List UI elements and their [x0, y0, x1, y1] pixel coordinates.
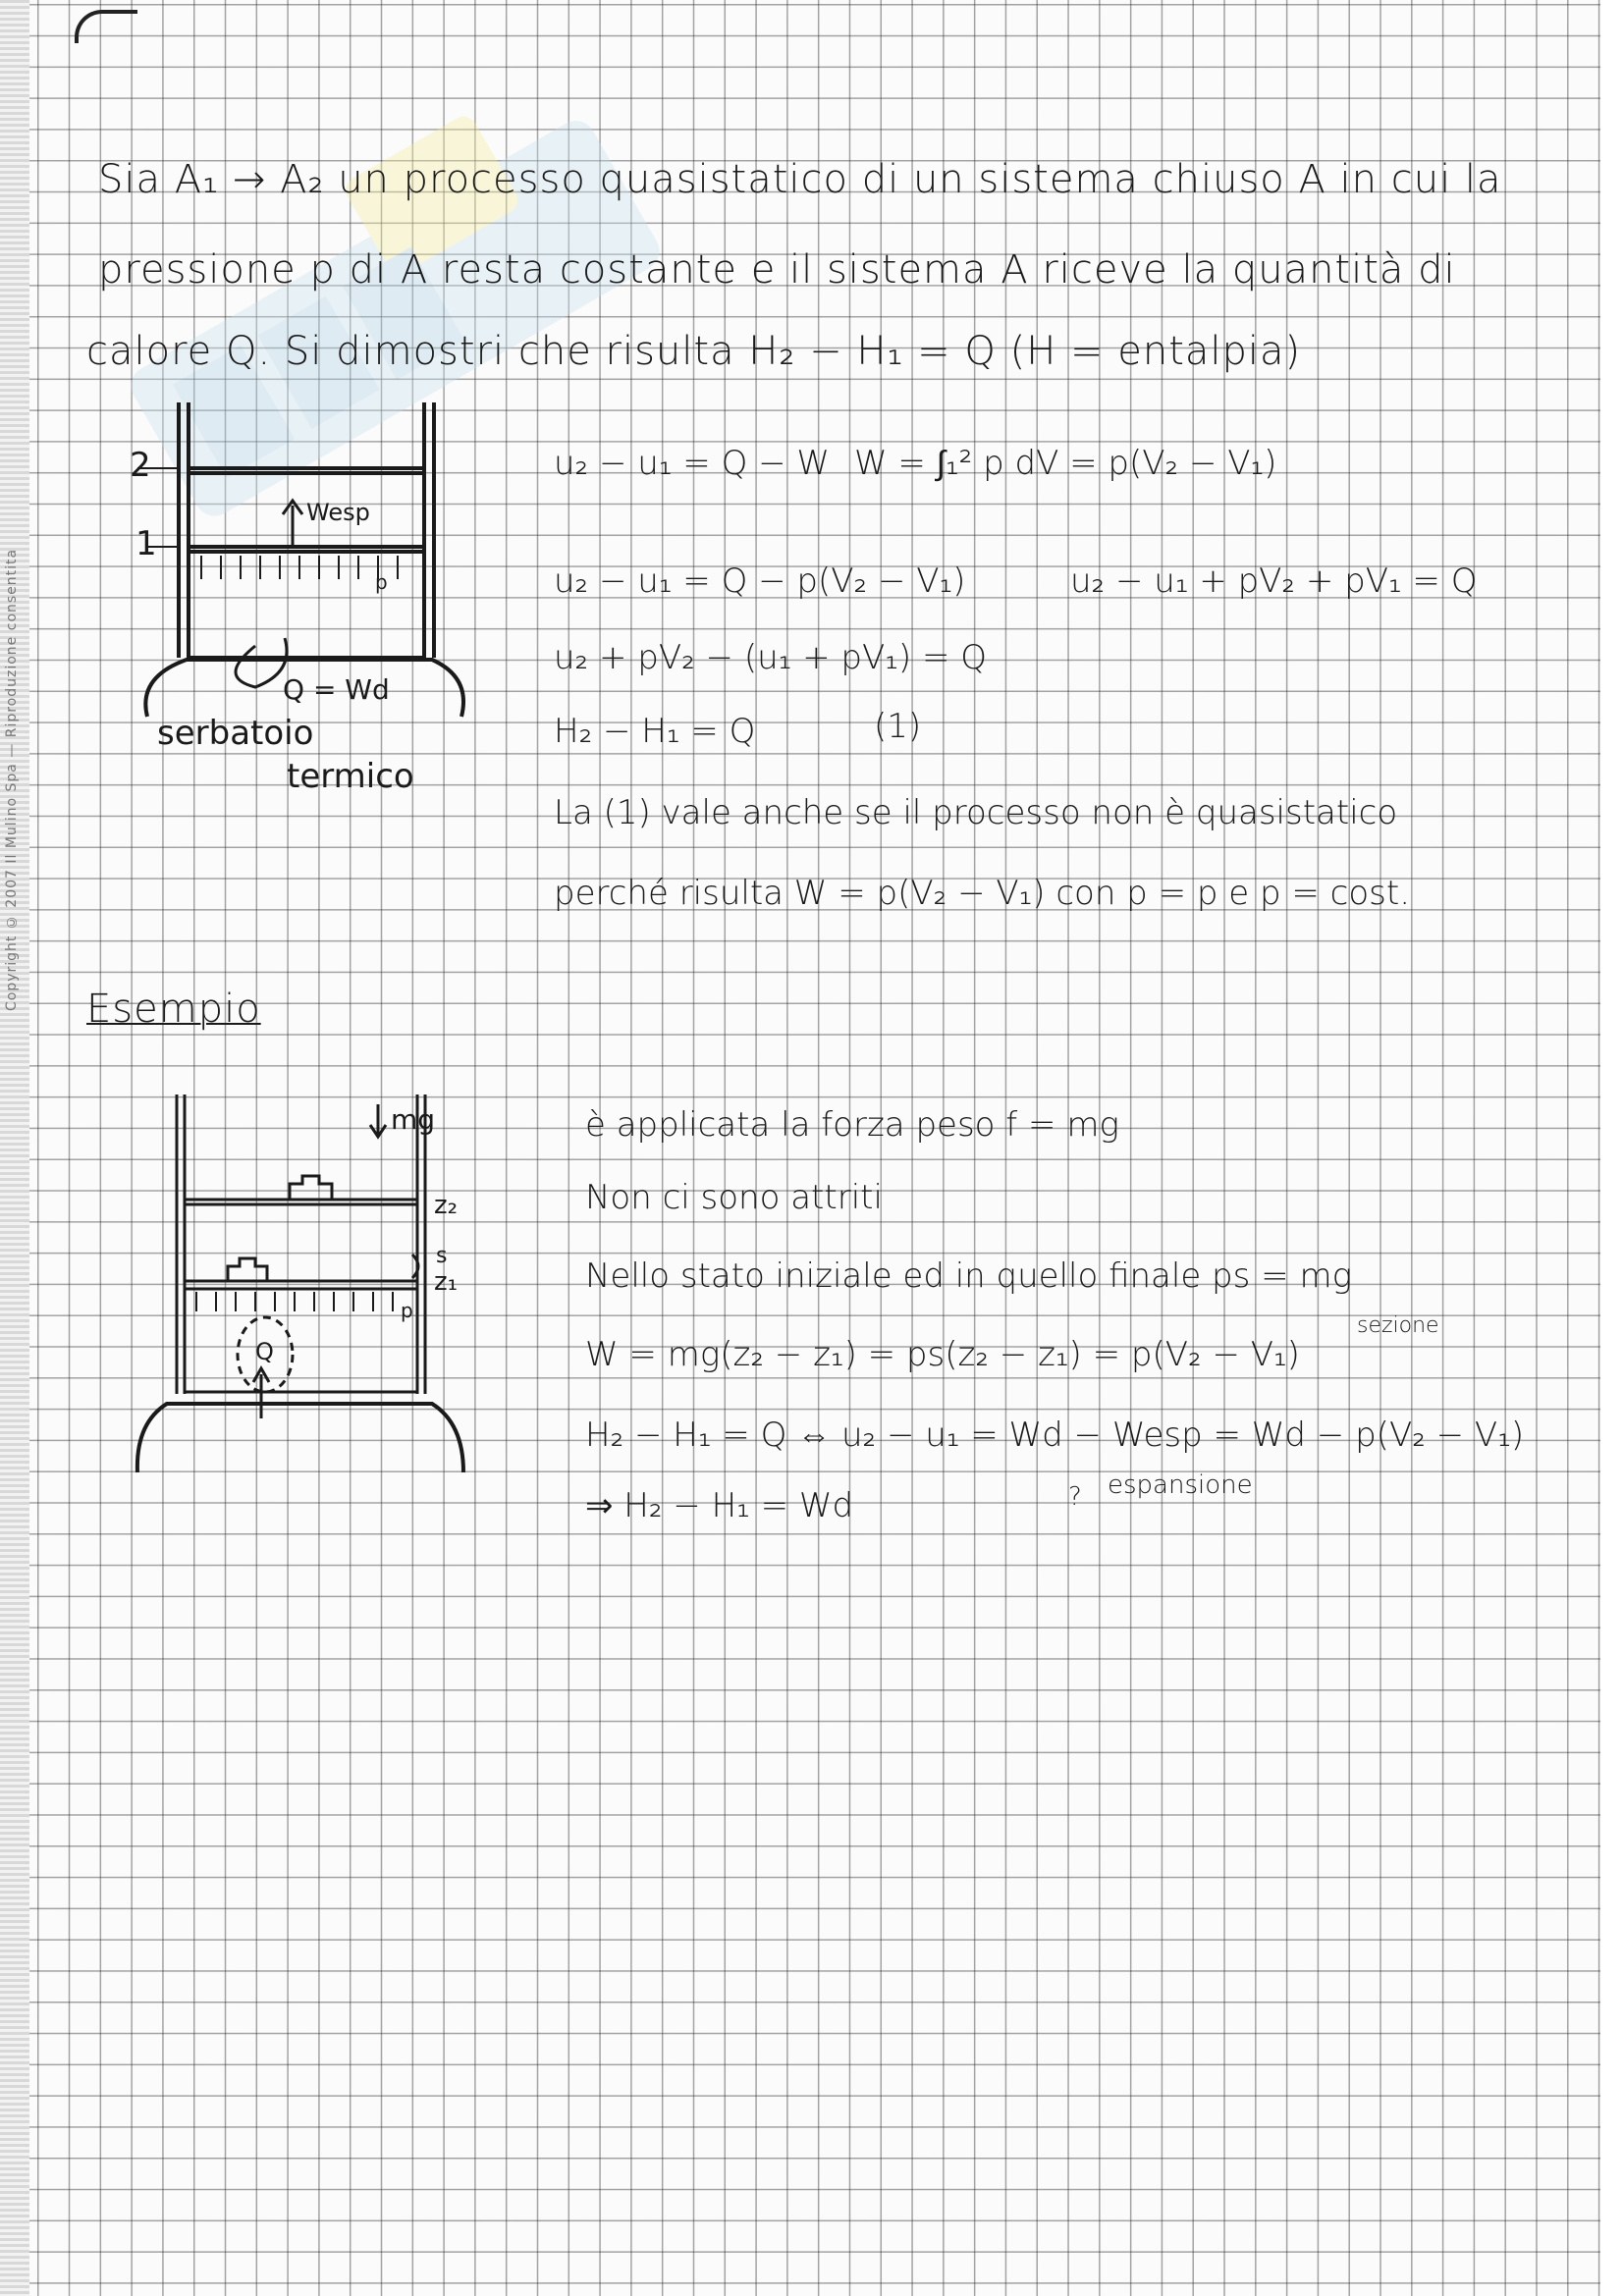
- example-line-3: Nello stato iniziale ed in quello finale ps = mg: [585, 1256, 1352, 1296]
- diagram2-s-label: s: [436, 1244, 448, 1268]
- note-line-2: perché risulta W = p(V₂ − V₁) con p = p e p = cost.: [554, 874, 1411, 913]
- diagram2-z1-label: z₁: [434, 1267, 459, 1297]
- diagram1-p-label: p: [375, 570, 388, 594]
- problem-line-1: Sia A₁ → A₂ un processo quasistatico di un sistema chiuso A in cui la: [98, 157, 1502, 202]
- example-line-5-note: espansione: [1108, 1470, 1253, 1500]
- eq-work-integral: W = ∫₁² p dV = p(V₂ − V₁): [854, 444, 1277, 483]
- corner-mark: [75, 10, 137, 43]
- example-line-4: W = mg(z₂ − z₁) = ps(z₂ − z₁) = p(V₂ − V₁): [585, 1335, 1300, 1374]
- note-line-1: La (1) vale anche se il processo non è quasistatico: [554, 793, 1398, 832]
- diagram2-p-label: p: [401, 1299, 413, 1322]
- diagram2-z2-label: z₂: [434, 1191, 459, 1220]
- example-line-5: H₂ − H₁ = Q ⇔ u₂ − u₁ = Wd − Wesp = Wd − p(V₂ − V₁): [585, 1415, 1525, 1455]
- diagram2-q-label: Q: [255, 1338, 274, 1365]
- eq-tag: (1): [874, 707, 922, 746]
- example-line-3-note: sezione: [1357, 1313, 1439, 1338]
- diagram1-q-label: Q = Wd: [283, 673, 390, 706]
- piston-diagram-2: [118, 1090, 550, 1502]
- eq-grouped: u₂ + pV₂ − (u₁ + pV₁) = Q: [554, 638, 988, 677]
- problem-line-2: pressione p di A resta costante e il sistema A riceve la quantità di: [98, 247, 1456, 293]
- diagram1-label-2: 2: [130, 446, 151, 485]
- diagram1-reservoir-line1: serbatoio: [157, 714, 314, 753]
- example-line-2: Non ci sono attriti: [585, 1178, 883, 1217]
- diagram1-label-1: 1: [135, 524, 157, 563]
- example-line-1: è applicata la forza peso f = mg: [585, 1105, 1119, 1145]
- diagram1-w-label: Wesp: [306, 499, 370, 526]
- copyright-margin-note: Copyright © 2007 Il Mulino Spa — Riproduzione consentita: [4, 548, 20, 1011]
- example-heading: Esempio: [86, 987, 261, 1032]
- diagram1-reservoir-line2: termico: [287, 757, 414, 796]
- diagram2-mg-label: mg: [391, 1103, 436, 1136]
- problem-line-3: calore Q. Si dimostri che risulta H₂ − H₁ = Q (H = entalpia): [86, 329, 1302, 374]
- eq-first-law: u₂ − u₁ = Q − W: [554, 444, 831, 483]
- notebook-page: [29, 0, 1600, 2296]
- eq-rearranged: u₂ − u₁ + pV₂ + pV₁ = Q: [1070, 561, 1478, 601]
- piston-diagram-1: [118, 393, 491, 805]
- eq-substitution: u₂ − u₁ = Q − p(V₂ − V₁): [554, 561, 966, 601]
- example-line-6: ⇒ H₂ − H₁ = Wd: [585, 1486, 854, 1525]
- eq-enthalpy-result: H₂ − H₁ = Q: [554, 712, 756, 751]
- example-line-5-question: ?: [1068, 1482, 1082, 1512]
